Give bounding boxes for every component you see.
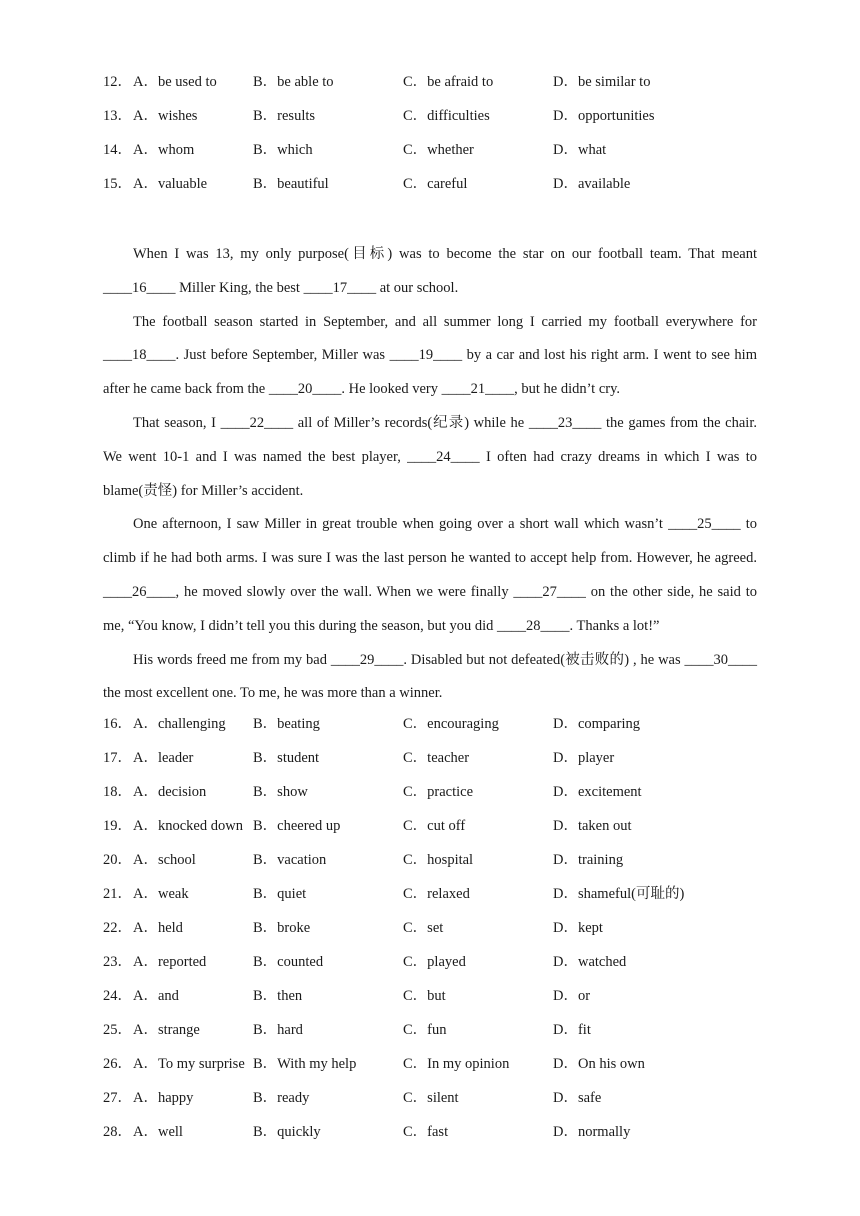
passage-paragraph: His words freed me from my bad ____29____. Disabled but not defeated(被击败的) , he was ____30____ the most excellent one. To me, he was more than a winner. — [103, 651, 757, 702]
option-a: A．reported — [133, 954, 207, 970]
option-c: C．relaxed — [403, 886, 470, 902]
option-b: B．With my help — [253, 1056, 357, 1072]
question-number: 24． — [103, 988, 132, 1004]
option-c: C．fast — [403, 1124, 449, 1140]
option-c: C．practice — [403, 784, 474, 800]
option-b: B．broke — [253, 920, 311, 936]
question-number: 14． — [103, 142, 132, 158]
option-d: D．player — [553, 750, 615, 766]
option-a: A．held — [133, 920, 183, 936]
option-a: A．decision — [133, 784, 207, 800]
option-d: D．available — [553, 176, 631, 192]
option-c: C．hospital — [403, 852, 474, 868]
question-number: 26． — [103, 1056, 132, 1072]
option-a: A．whom — [133, 142, 195, 158]
question-number: 20． — [103, 852, 132, 868]
reading-passage — [103, 238, 757, 711]
option-b: B．results — [253, 108, 316, 124]
passage-paragraph: The football season started in September, and all summer long I carried my football everywhere for ____18____. Just before September, Miller was ____19____ by a car and lost his right arm. I went to see him after he came back from the ____20____. He looked very ____21____, but he didn’t cry. — [103, 313, 757, 398]
option-b: B．then — [253, 988, 303, 1004]
option-c: C．cut off — [403, 818, 466, 834]
option-c: C．careful — [403, 176, 468, 192]
option-b: B．vacation — [253, 852, 327, 868]
question-number: 23． — [103, 954, 132, 970]
option-a: A．strange — [133, 1022, 200, 1038]
question-number: 15． — [103, 176, 132, 192]
option-d: D．be similar to — [553, 74, 651, 90]
question-number: 21． — [103, 886, 132, 902]
option-b: B．counted — [253, 954, 324, 970]
option-c: C．teacher — [403, 750, 470, 766]
option-c: C．set — [403, 920, 444, 936]
option-d: D．normally — [553, 1124, 631, 1140]
option-b: B．which — [253, 142, 313, 158]
option-a: A．be used to — [133, 74, 217, 90]
option-b: B．quiet — [253, 886, 307, 902]
option-c: C．difficulties — [403, 108, 490, 124]
option-b: B．show — [253, 784, 308, 800]
option-b: B．hard — [253, 1022, 303, 1038]
option-d: D．what — [553, 142, 607, 158]
option-a: A．and — [133, 988, 179, 1004]
option-c: C．encouraging — [403, 716, 499, 732]
option-a: A．school — [133, 852, 196, 868]
option-c: C．fun — [403, 1022, 447, 1038]
question-number: 25． — [103, 1022, 132, 1038]
option-a: A．challenging — [133, 716, 226, 732]
option-c: C．In my opinion — [403, 1056, 510, 1072]
option-d: D．comparing — [553, 716, 640, 732]
question-number: 13． — [103, 108, 132, 124]
option-c: C．played — [403, 954, 466, 970]
option-d: D．opportunities — [553, 108, 655, 124]
option-a: A．happy — [133, 1090, 194, 1106]
option-a: A．well — [133, 1124, 183, 1140]
option-d: D．fit — [553, 1022, 591, 1038]
option-d: D．excitement — [553, 784, 642, 800]
question-number: 18． — [103, 784, 132, 800]
option-d: D．taken out — [553, 818, 632, 834]
question-number: 28． — [103, 1124, 132, 1140]
option-a: A．wishes — [133, 108, 198, 124]
passage-paragraph: That season, I ____22____ all of Miller’s records(纪录) while he ____23____ the games from the chair. We went 10-1 and I was named the best player, ____24____ I often had crazy dreams in which I was to blame(责怪) for Miller’s accident. — [103, 414, 757, 499]
option-b: B．student — [253, 750, 320, 766]
option-d: D．training — [553, 852, 624, 868]
option-a: A．leader — [133, 750, 194, 766]
option-c: C．but — [403, 988, 446, 1004]
option-d: D．kept — [553, 920, 603, 936]
question-number: 12． — [103, 74, 132, 90]
option-a: A．knocked down — [133, 818, 243, 834]
option-b: B．beautiful — [253, 176, 329, 192]
option-d: D．shameful(可耻的) — [553, 886, 685, 902]
option-c: C．silent — [403, 1090, 459, 1106]
option-a: A．valuable — [133, 176, 208, 192]
option-a: A．weak — [133, 886, 189, 902]
question-number: 19． — [103, 818, 132, 834]
option-d: D．or — [553, 988, 591, 1004]
question-number: 22． — [103, 920, 132, 936]
option-b: B．be able to — [253, 74, 334, 90]
passage-paragraph: When I was 13, my only purpose(目标) was to become the star on our football team. That meant ____16____ Miller King, the best ____17____ at our school. — [103, 246, 757, 296]
passage-paragraph: One afternoon, I saw Miller in great trouble when going over a short wall which wasn’t ____25____ to climb if he had both arms. I was sure I was the last person he wanted to accept help from. However, he agreed. ____26____, he moved slowly over the wall. When we were finally ____27____ on the other side, he said to me, “You know, I didn’t tell you this during the season, but you did ____28____. Thanks a lot!” — [103, 516, 757, 634]
option-b: B．ready — [253, 1090, 310, 1106]
option-c: C．whether — [403, 142, 474, 158]
option-b: B．beating — [253, 716, 320, 732]
option-a: A．To my surprise — [133, 1056, 245, 1072]
option-d: D．On his own — [553, 1056, 645, 1072]
question-number: 17． — [103, 750, 132, 766]
option-c: C．be afraid to — [403, 74, 494, 90]
option-b: B．cheered up — [253, 818, 341, 834]
question-number: 16． — [103, 716, 132, 732]
option-b: B．quickly — [253, 1124, 321, 1140]
option-d: D．watched — [553, 954, 627, 970]
option-d: D．safe — [553, 1090, 602, 1106]
question-number: 27． — [103, 1090, 132, 1106]
